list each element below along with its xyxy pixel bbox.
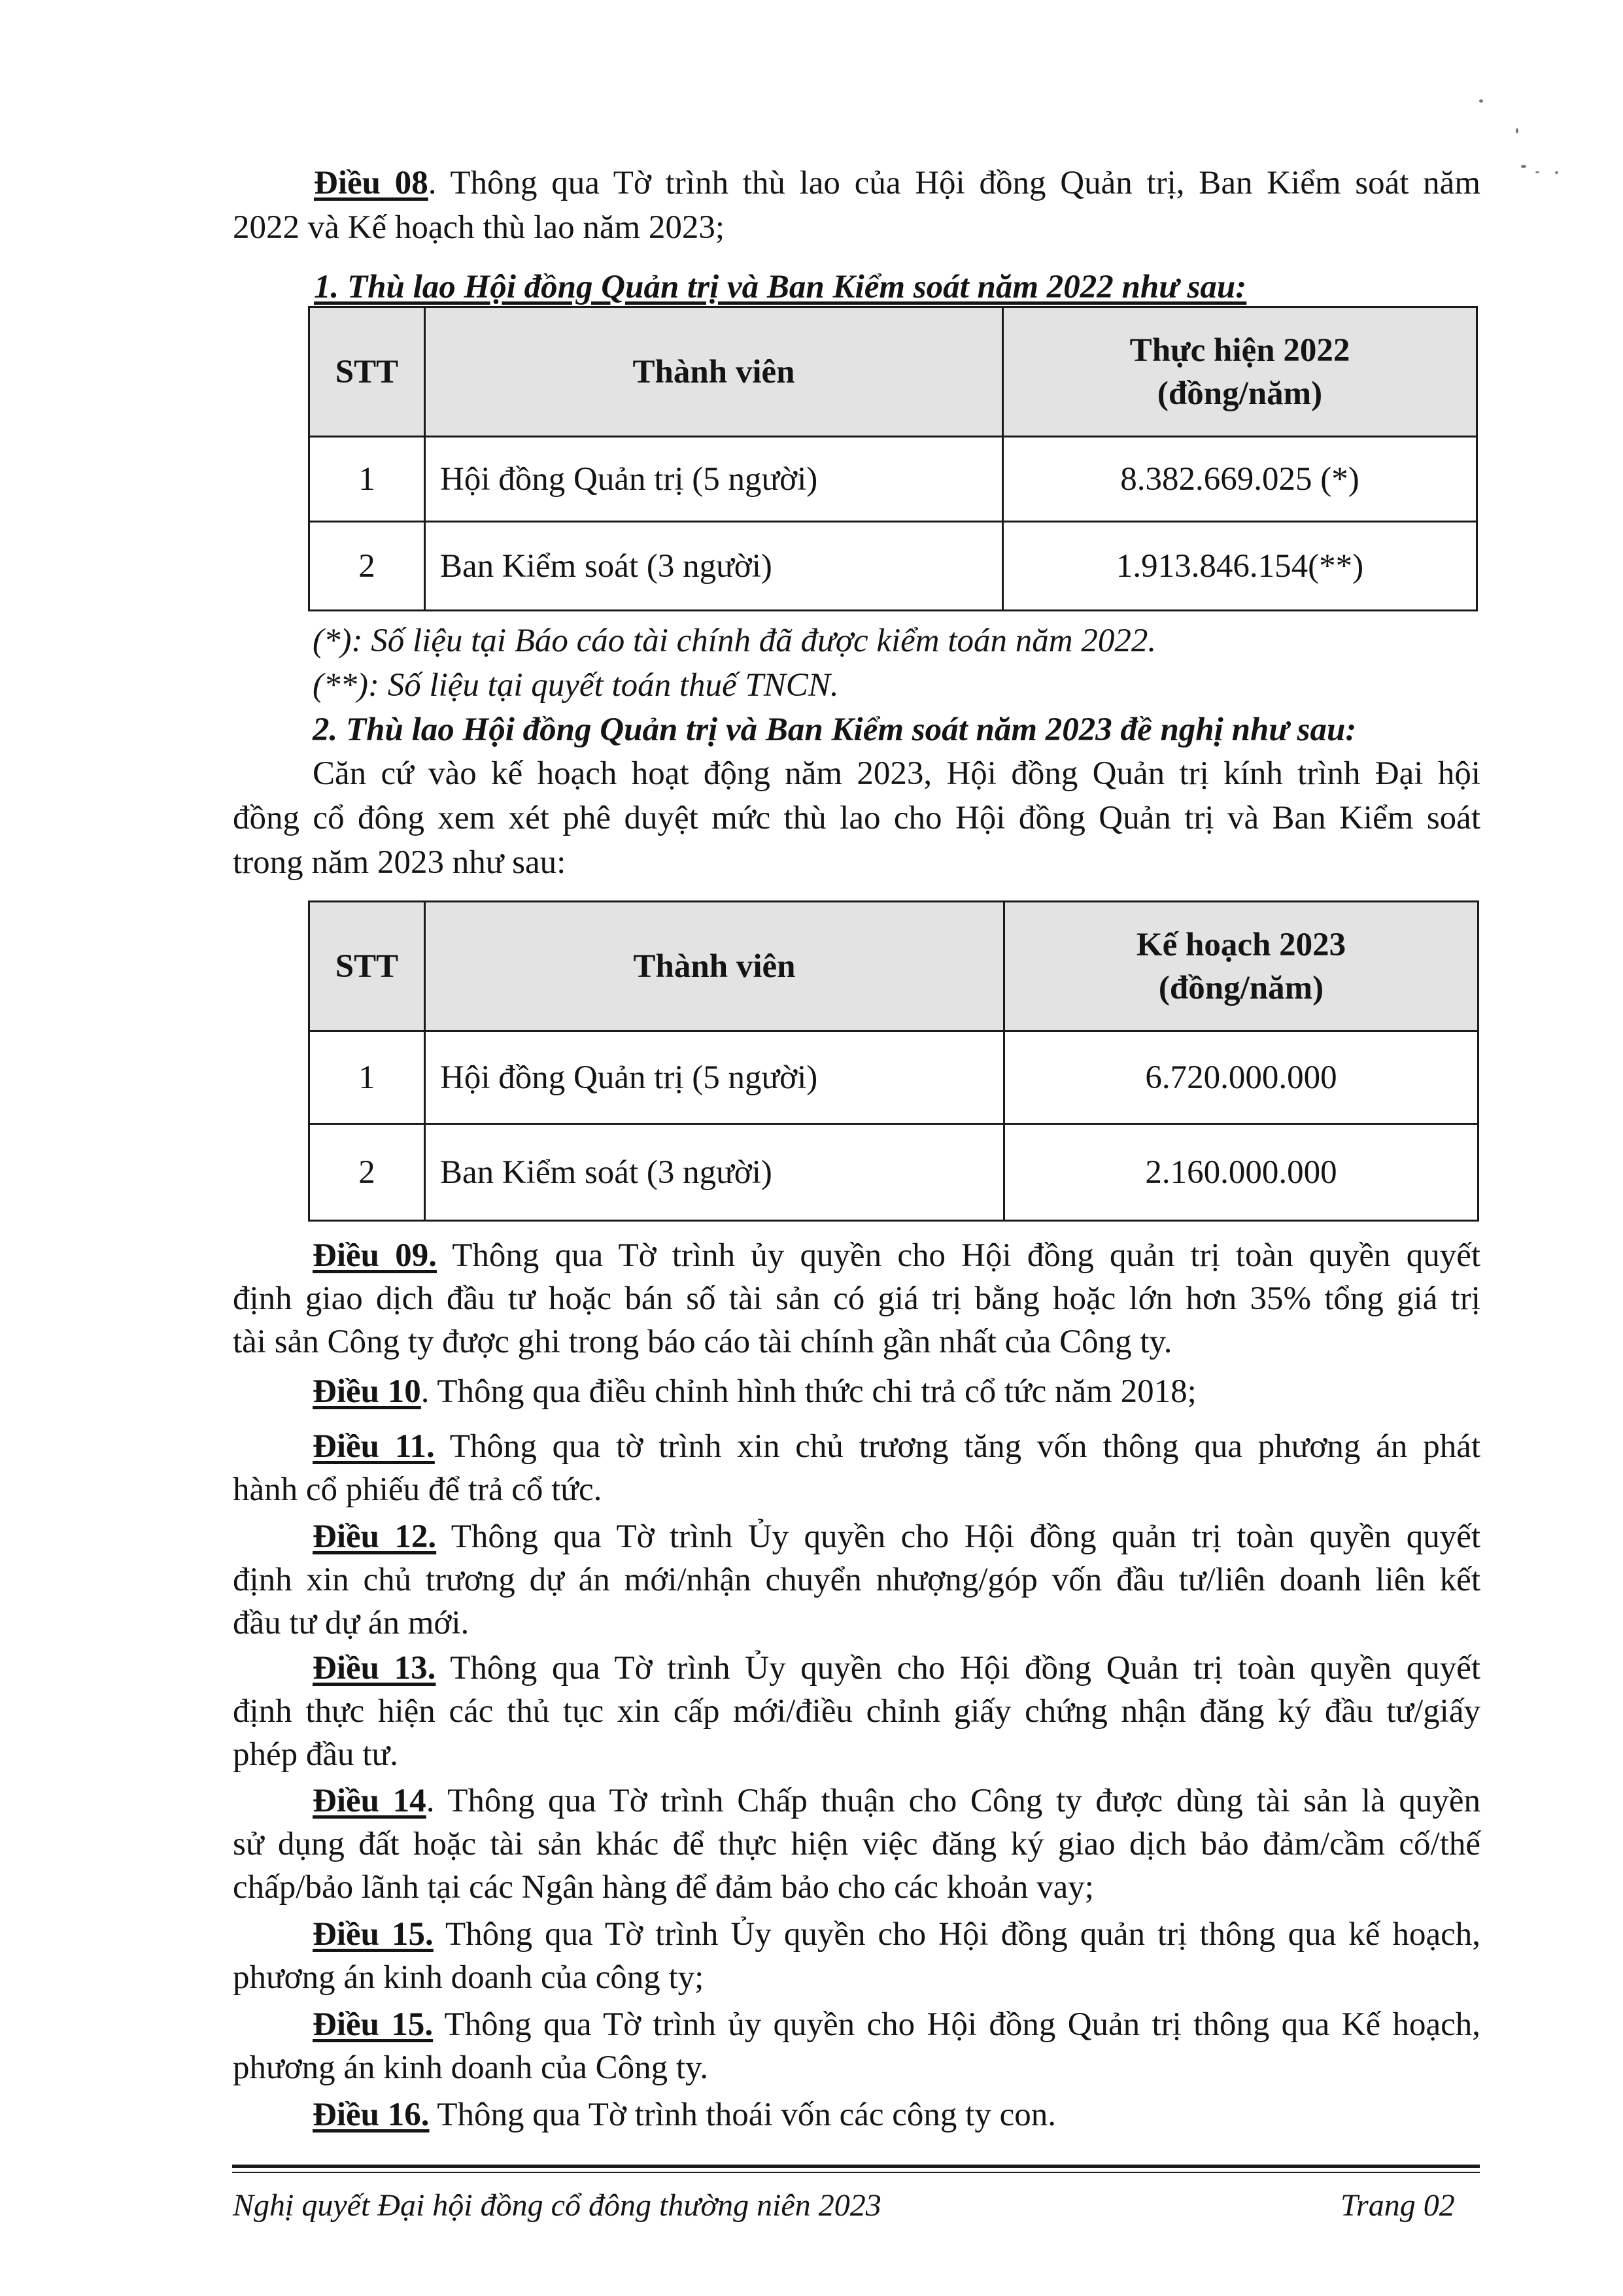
- footer-rule-thin: [232, 2172, 1480, 2173]
- article-15b-text: Thông qua Tờ trình ủy quyền cho Hội đồng Quản trị thông qua Kế hoạch,: [433, 2006, 1480, 2043]
- section-2-intro-line-3: trong năm 2023 như sau:: [233, 844, 566, 881]
- article-12-line-1: [313, 1517, 1480, 1556]
- article-15a-label: Điều 15.: [313, 1916, 434, 1953]
- article-08-text: . Thông qua Tờ trình thù lao của Hội đồng Quản trị, Ban Kiểm soát năm: [428, 165, 1480, 201]
- table-row: [309, 522, 1477, 611]
- scan-speck: [1521, 165, 1526, 168]
- article-11-line-2: hành cổ phiếu để trả cổ tức.: [233, 1471, 602, 1508]
- article-13-text: Thông qua Tờ trình Ủy quyền cho Hội đồng Quản trị toàn quyền quyết: [436, 1650, 1481, 1687]
- cell-member: Hội đồng Quản trị (5 người): [425, 437, 1003, 522]
- header-member: Thành viên: [425, 307, 1003, 437]
- header-plan: [1004, 902, 1478, 1031]
- article-08-line-1: [314, 163, 1480, 203]
- remuneration-2022-table: [308, 306, 1478, 611]
- article-08-label: Điều 08: [314, 165, 428, 201]
- article-15a-line-2: phương án kinh doanh của công ty;: [233, 1959, 704, 1996]
- header-plan-line-2: (đồng/năm): [1158, 969, 1324, 1006]
- table-1-note-2: (**): Số liệu tại quyết toán thuế TNCN.: [313, 667, 839, 704]
- table-header-row: [309, 307, 1477, 437]
- header-actual: [1003, 307, 1477, 437]
- scan-speck: [1479, 99, 1483, 103]
- cell-amount: 8.382.669.025 (*): [1003, 437, 1477, 522]
- article-12-text: Thông qua Tờ trình Ủy quyền cho Hội đồng quản trị toàn quyền quyết: [436, 1518, 1480, 1555]
- article-15b-label: Điều 15.: [313, 2006, 434, 2043]
- table-header-row: [309, 902, 1478, 1031]
- article-09-line-3: tài sản Công ty được ghi trong báo cáo tài chính gần nhất của Công ty.: [233, 1324, 1172, 1360]
- section-2-heading: 2. Thù lao Hội đồng Quản trị và Ban Kiểm soát năm 2023 đề nghị như sau:: [313, 711, 1357, 748]
- article-16-text: Thông qua Tờ trình thoái vốn các công ty con.: [429, 2097, 1056, 2133]
- footer-rule-thick: [232, 2165, 1480, 2168]
- article-15a-line-1: [313, 1915, 1480, 1954]
- article-16-line-1: [313, 2095, 1056, 2134]
- article-11-label: Điều 11.: [313, 1428, 435, 1465]
- table-row: [309, 1031, 1478, 1124]
- table-row: [309, 437, 1477, 522]
- section-2-intro-line-2: đồng cổ đông xem xét phê duyệt mức thù lao cho Hội đồng Quản trị và Ban Kiểm soát: [233, 800, 1480, 836]
- cell-member: Ban Kiểm soát (3 người): [425, 1124, 1004, 1221]
- article-13-line-1: [313, 1649, 1480, 1688]
- article-15b-line-2: phương án kinh doanh của Công ty.: [233, 2049, 708, 2086]
- header-actual-line-2: (đồng/năm): [1157, 375, 1323, 412]
- scan-speck: [1555, 171, 1558, 174]
- header-stt: STT: [309, 902, 425, 1031]
- article-13-line-3: phép đầu tư.: [233, 1736, 398, 1773]
- article-09-text: Thông qua Tờ trình ủy quyền cho Hội đồng quản trị toàn quyền quyết: [436, 1237, 1481, 1274]
- header-actual-line-1: Thực hiện 2022: [1129, 332, 1350, 369]
- cell-member: Ban Kiểm soát (3 người): [425, 522, 1003, 611]
- article-15b-line-1: [313, 2005, 1480, 2044]
- scan-speck: [1516, 128, 1518, 133]
- article-15a-text: Thông qua Tờ trình Ủy quyền cho Hội đồng quản trị thông qua kế hoạch,: [433, 1916, 1481, 1953]
- article-12-line-2: định xin chủ trương dự án mới/nhận chuyển nhượng/góp vốn đầu tư/liên doanh liên kết: [233, 1562, 1480, 1598]
- footer-title: Nghị quyết Đại hội đồng cổ đông thường niên 2023: [233, 2188, 881, 2223]
- cell-member: Hội đồng Quản trị (5 người): [425, 1031, 1004, 1124]
- article-08-text-2: 2022 và Kế hoạch thù lao năm 2023;: [233, 209, 725, 246]
- article-08-line-2: [233, 208, 725, 247]
- section-1-heading: 1. Thù lao Hội đồng Quản trị và Ban Kiểm soát năm 2022 như sau:: [314, 269, 1247, 305]
- header-member: Thành viên: [425, 902, 1004, 1031]
- cell-amount: 1.913.846.154(**): [1003, 522, 1477, 611]
- article-10-text: . Thông qua điều chỉnh hình thức chi trả cổ tức năm 2018;: [420, 1373, 1197, 1410]
- article-12-label: Điều 12.: [313, 1518, 437, 1555]
- cell-stt: 1: [309, 1031, 425, 1124]
- article-13-label: Điều 13.: [313, 1650, 436, 1687]
- page-number: Trang 02: [1341, 2188, 1455, 2223]
- article-14-line-3: chấp/bảo lãnh tại các Ngân hàng để đảm bảo cho các khoản vay;: [233, 1869, 1094, 1906]
- article-16-label: Điều 16.: [313, 2097, 430, 2133]
- article-09-label: Điều 09.: [313, 1237, 437, 1274]
- article-14-line-1: [313, 1781, 1480, 1821]
- article-14-line-2: sử dụng đất hoặc tài sản khác để thực hiện việc đăng ký giao dịch bảo đảm/cầm cố/thế: [233, 1826, 1480, 1862]
- cell-stt: 2: [309, 522, 425, 611]
- article-13-line-2: định thực hiện các thủ tục xin cấp mới/điều chỉnh giấy chứng nhận đăng ký đầu tư/giấy: [233, 1693, 1480, 1730]
- article-14-text: . Thông qua Tờ trình Chấp thuận cho Công ty được dùng tài sản là quyền: [426, 1783, 1480, 1819]
- table-1-note-1: (*): Số liệu tại Báo cáo tài chính đã được kiểm toán năm 2022.: [313, 623, 1157, 659]
- cell-stt: 2: [309, 1124, 425, 1221]
- article-09-line-1: [313, 1236, 1480, 1275]
- section-2-intro-line-1: Căn cứ vào kế hoạch hoạt động năm 2023, Hội đồng Quản trị kính trình Đại hội: [313, 755, 1480, 792]
- header-stt: STT: [309, 307, 425, 437]
- cell-amount: 6.720.000.000: [1004, 1031, 1478, 1124]
- article-11-line-1: [313, 1427, 1480, 1466]
- cell-amount: 2.160.000.000: [1004, 1124, 1478, 1221]
- header-plan-line-1: Kế hoạch 2023: [1136, 926, 1346, 963]
- article-12-line-3: đầu tư dự án mới.: [233, 1605, 470, 1641]
- article-10-label: Điều 10: [313, 1373, 421, 1410]
- cell-stt: 1: [309, 437, 425, 522]
- article-09-line-2: định giao dịch đầu tư hoặc bán số tài sản có giá trị bằng hoặc lớn hơn 35% tổng giá trị: [233, 1280, 1480, 1317]
- article-14-label: Điều 14: [313, 1783, 426, 1819]
- remuneration-2023-table: [308, 900, 1479, 1222]
- table-row: [309, 1124, 1478, 1221]
- article-11-text: Thông qua tờ trình xin chủ trương tăng vốn thông qua phương án phát: [434, 1428, 1481, 1465]
- scan-speck: [1535, 171, 1539, 173]
- article-10-line-1: [313, 1372, 1197, 1411]
